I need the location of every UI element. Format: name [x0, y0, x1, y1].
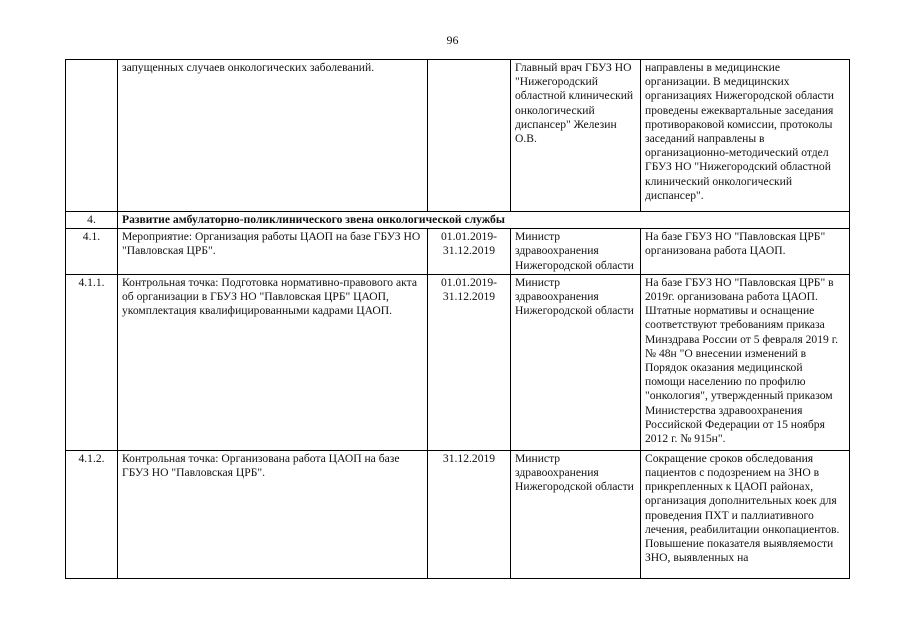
- cell-result: На базе ГБУЗ НО "Павловская ЦРБ" организована работа ЦАОП.: [641, 229, 850, 275]
- date-start: 01.01.2019-: [440, 275, 498, 289]
- table-row: [66, 274, 850, 450]
- section-title: Развитие амбулаторно-поликлинического звена онкологической службы: [118, 212, 850, 229]
- cell-dates: [428, 60, 511, 212]
- cell-result: направлены в медицинские организации. В медицинских организациях Нижегородской области проведены ежеквартальные заседания противораковой комиссии, протоколы заседаний направлены в организационно-методический отдел ГБУЗ НО "Нижегородский областной клинический онкологический диспансер".: [641, 60, 850, 212]
- page-number: 96: [446, 33, 459, 47]
- cell-dates: [428, 450, 511, 578]
- cell-activity: Контрольная точка: Организована работа ЦАОП на базе ГБУЗ НО "Павловская ЦРБ".: [118, 450, 428, 578]
- cell-activity: запущенных случаев онкологических заболеваний.: [118, 60, 428, 212]
- table-row-section: [66, 212, 850, 229]
- table-row: [66, 229, 850, 275]
- section-number: 4.: [66, 212, 118, 229]
- cell-responsible: Главный врач ГБУЗ НО "Нижегородский областной клинический онкологический диспансер" Железин О.В.: [511, 60, 641, 212]
- cell-num: 4.1.: [66, 229, 118, 275]
- cell-responsible: Министр здравоохранения Нижегородской области: [511, 274, 641, 450]
- cell-responsible: Министр здравоохранения Нижегородской области: [511, 229, 641, 275]
- cell-num: 4.1.2.: [66, 450, 118, 578]
- cell-result: На базе ГБУЗ НО "Павловская ЦРБ" в 2019г. организована работа ЦАОП. Штатные нормативы и оснащение соответствуют требованиям приказа Минздрава России от 5 февраля 2019 г. № 48н "О внесении изменений в Порядок оказания медицинской помощи населению по профилю "онкология", утвержденный приказом Министерства здравоохранения Российской Федерации от 15 ноября 2012 г. № 915н".: [641, 274, 850, 450]
- cell-responsible: Министр здравоохранения Нижегородской области: [511, 450, 641, 578]
- cell-dates: [428, 229, 511, 275]
- cell-num: [66, 60, 118, 212]
- cell-dates: [428, 274, 511, 450]
- date-start: 01.01.2019-: [440, 230, 498, 244]
- cell-num: 4.1.1.: [66, 274, 118, 450]
- plan-table: [65, 59, 850, 579]
- cell-activity: Мероприятие: Организация работы ЦАОП на базе ГБУЗ НО "Павловская ЦРБ".: [118, 229, 428, 275]
- table-row-continued: [66, 60, 850, 212]
- cell-result: Сокращение сроков обследования пациентов с подозрением на ЗНО в прикрепленных к ЦАОП районах, организация дополнительных коек для проведения ПХТ и паллиативного лечения, реабилитации онкопациентов. Повышение показателя выявляемости ЗНО, выявленных на: [641, 450, 850, 578]
- table-row: [66, 450, 850, 578]
- date-end: 31.12.2019: [442, 244, 496, 258]
- date-end: 31.12.2019: [442, 290, 496, 304]
- date-start: 31.12.2019: [442, 451, 496, 465]
- cell-activity: Контрольная точка: Подготовка нормативно-правового акта об организации в ГБУЗ НО "Павловская ЦРБ" ЦАОП, укомплектация квалифицированными кадрами ЦАОП.: [118, 274, 428, 450]
